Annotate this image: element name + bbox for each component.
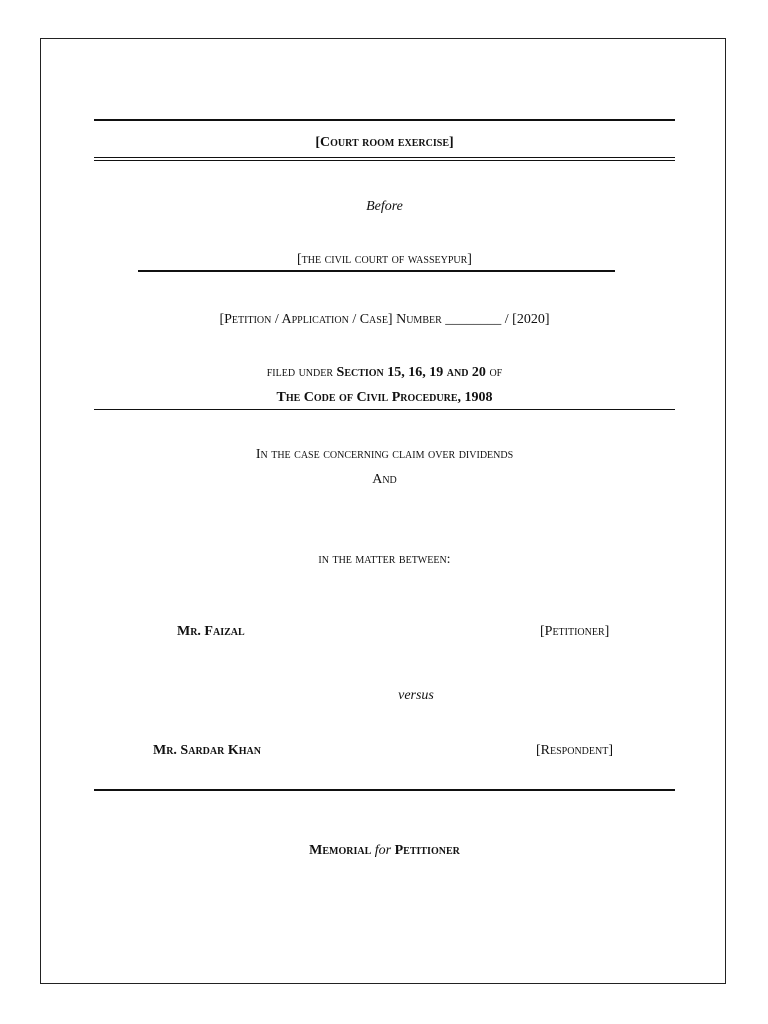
case-number-line bbox=[94, 312, 675, 328]
case-concerning-and: And bbox=[372, 472, 397, 487]
respondent-role: [Respondent] bbox=[536, 743, 613, 758]
case-number-prefix: [Petition / Application / Case] Number bbox=[219, 312, 442, 327]
case-number-suffix: / [2020] bbox=[504, 312, 550, 327]
bottom-rule bbox=[94, 789, 675, 791]
top-rule bbox=[94, 119, 675, 121]
respondent-name: Mr. Sardar Khan bbox=[153, 743, 261, 758]
petitioner-role: [Petitioner] bbox=[540, 624, 610, 639]
title-double-rule-bottom bbox=[94, 160, 675, 161]
memorial-title bbox=[94, 843, 675, 859]
filed-under-line bbox=[94, 365, 675, 381]
exercise-title: [Court room exercise] bbox=[315, 135, 454, 150]
petitioner-name: Mr. Faizal bbox=[177, 624, 245, 639]
versus-label: versus bbox=[398, 688, 434, 703]
filed-under-sections: Section 15, 16, 19 and 20 bbox=[336, 365, 486, 380]
filed-under-suffix: of bbox=[489, 365, 503, 380]
case-concerning-line: In the case concerning claim over dividends bbox=[255, 447, 514, 462]
filed-under-prefix: filed under bbox=[266, 365, 334, 380]
memorial-word: Memorial bbox=[309, 843, 372, 858]
before-label: Before bbox=[366, 199, 403, 214]
court-name-rule bbox=[138, 270, 615, 272]
court-name: [the civil court of wasseypur] bbox=[297, 252, 472, 267]
memorial-for: for bbox=[374, 843, 392, 858]
statute-rule bbox=[94, 409, 675, 410]
statute-name: The Code of Civil Procedure, 1908 bbox=[276, 390, 493, 405]
title-double-rule-top bbox=[94, 157, 675, 158]
case-number-blank: ________ bbox=[445, 312, 502, 327]
memorial-petitioner: Petitioner bbox=[394, 843, 460, 858]
matter-between: in the matter between: bbox=[318, 552, 451, 567]
